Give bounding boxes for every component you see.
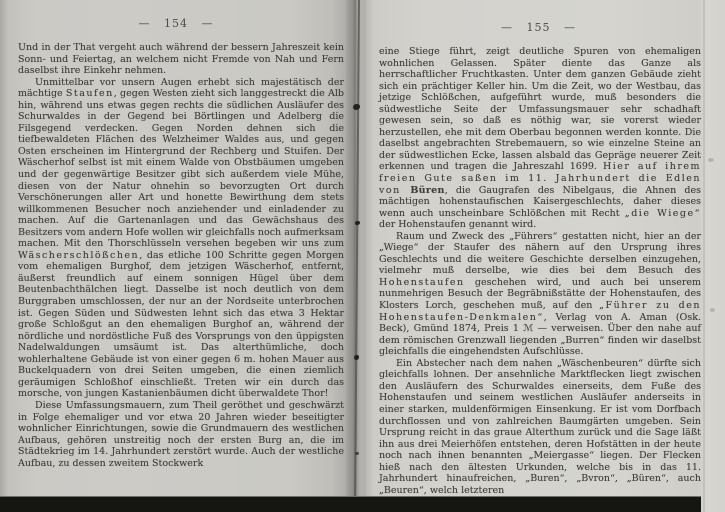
paragraph <box>379 46 701 231</box>
text-run: Raum und Zweck des „Führers“ gestatten nicht, hier an der „Wiege“ der Staufer des nähern auf den Ursprung ihres Geschlechts und die weitere Geschichte derselben einzugehen, vielmehr muß derselbe, wie dies bei dem Besuch des <box>379 230 701 277</box>
text-run: der Hohenstaufen genannt wird. <box>379 219 537 231</box>
page-154-body-text <box>18 42 344 469</box>
text-run: , Verlag von A. Aman (Osk. Beck), Gmünd 1874, Preis 1 ℳ — verweisen. Über den nahe auf dem römischen Grenzwall liegenden „Burren“ finden wir daselbst gleichfalls die eingehendsten Aufschlüsse. <box>379 311 701 358</box>
text-run: eine Stiege führt, zeigt deutliche Spuren von ehemaligen wohnlichen Gelassen. Später diente das Ganze als herrschaftlicher Fruchtkasten. Unter dem ganzen Gebäude zieht sich ein prächtiger Keller hin. Um die Zeit, wo der Westbau, das jetzige Schlößchen, aufgeführt wurde, muß besonders die südwestliche Seite der Umfassungsmauer sehr schadhaft gewesen sein, so daß es nöthig war, sie vorerst wieder herzustellen, ehe mit dem Oberbau begonnen werden konnte. Die daselbst angebrachten Strebemauern, so wie einzelne Steine an der südwestlichen Ecke, lassen alsbald das Gepräge neuerer Zeit erkennen und tragen die Jahreszahl 1699. <box>379 46 701 173</box>
ink-speck <box>355 221 360 225</box>
ink-speck <box>355 452 359 455</box>
text-run: , das etliche 100 Schritte gegen Morgen vom ehemaligen Burghof, dem jetzigen Wäscherhof, entfernt, äußerst freundlich auf einem sonnigen Hügel über dem Beutenbachthälchen liegt. Dasselbe ist noch deutlich von dem Burggraben umschlossen, der nur an der Nordseite unterbrochen ist. Gegen Süden und Südwesten lehnt sich das etwa 3 Hektar große Schloßgut an den ehemaligen Burghof an, während der nördliche und nordöstliche Fuß des Vorsprungs von den üppigsten Nadelwaldungen umsäumt ist. Das alterthümliche, doch wohlerhaltene Gebäude ist von einer gegen 6 m. hohen Mauer aus Buckelquadern von drei Seiten umgeben, die einen ziemlich geräumigen Schloßhof einschließt. Treten wir ein durch das morsche, von jungen Kastanienbäumen dicht überwaldete Thor! <box>18 249 344 400</box>
page-edge-line <box>703 0 705 512</box>
paragraph <box>18 400 344 469</box>
ink-speck <box>354 355 359 360</box>
emphasized-text-run: Hier auf ihrem freien Gute saßen im 11. Jahrhundert die Edlen von <box>379 161 702 196</box>
gutter-crease-line <box>354 0 360 512</box>
paragraph <box>379 231 701 358</box>
emphasized-text-run: Wäscherschlößchen <box>18 249 140 261</box>
text-run: Ein Abstecher nach dem nahen „Wäschenbeuren“ dürfte sich gleichfalls lohnen. Der ansehnliche Marktflecken liegt zwischen den Ausläufern des Schurwaldes einerseits, dem Fuße des Hohenstaufen und seinem westlichen Ausläufer anderseits in einer starken, muldenförmigen Einsenkung. Er ist vom Dorfbach durchflossen und von zahlreichen Baumgärten umgeben. Sein Ursprung reicht in das graue Alterthum zurück und die Sage läßt ihn aus drei Meierhöfen entstehen, deren Hofstätten in der heute noch nach ihnen benannten „Meiergasse“ liegen. Der Flecken hieß nach den ältesten Urkunden, welche bis in das 11. Jahrhundert hinaufreichen, „Buren“, „Bvron“, „Büren“, auch „Beuren“, welch letzteren <box>379 357 701 496</box>
paragraph <box>18 42 344 77</box>
text-run: Unmittelbar vor unsern Augen erhebt sich majestätisch der mächtige <box>18 76 344 100</box>
text-run: geschehen wird, und auch bei unserem nunmehrigen Besuch der Begräbnißstätte der Hohenstaufen, des Klosters Lorch, geschehen muß, auf den <box>379 276 701 312</box>
emphasized-text-run: Hohenstaufen <box>379 276 465 288</box>
page-155-number-header: — 155 — <box>501 21 576 34</box>
text-run: , gegen Westen zieht sich langgestreckt die Alb hin, während uns etwas gegen rechts die südlichen Ausläufer des Schurwaldes in der Gegend bei Börtlingen und Adelberg die Filsgegend verdecken. Gegen Norden dehnen sich die tiefbewaldeten Flächen des Welzheimer Waldes aus, und gegen Osten erscheinen im Hintergrund der Rechberg und Stuifen. Der Wäscherhof selbst ist mit einem Walde von Obstbäumen umgeben und der gegenwärtige Besitzer gibt sich außerdem viele Mühe, diesen von der Natur ohnehin so bevorzugten Ort durch Verschönerungen aller Art und honette Bewirthung dem stets willkommenen Besucher noch anziehender und einladender zu machen. Auf die Gartenanlagen und das Gewächshaus des Besitzers vom andern Hofe wollen wir gleichfalls noch aufmerksam machen. Mit den Thorschlüsseln versehen begeben wir uns zum <box>18 88 344 250</box>
text-run: Und in der That vergeht auch während der bessern Jahreszeit kein Sonn- und Feiertag, an welchem nicht Fremde von Nah und Fern daselbst ihre Einkehr nehmen. <box>18 42 344 77</box>
page-155 <box>362 0 725 512</box>
emphasized-text-run: Büren <box>410 184 445 196</box>
text-run: , die Gaugrafen des Nibelgaus, die Ahnen des mächtigen hohenstaufischen Kaisergeschlechts, daher dieses wenn auch unscheinbare Schlößchen mit Recht <box>379 184 701 219</box>
page-154 <box>0 0 352 512</box>
page-155-body-text <box>379 46 701 496</box>
paragraph <box>18 77 344 400</box>
scanner-bed-edge <box>0 496 701 512</box>
emphasized-text-run: „die Wiege“ <box>624 207 701 219</box>
emphasized-text-run: „Führer zu den Hohenstaufen-Denkmalen“ <box>379 300 701 323</box>
text-run: Diese Umfassungsmauern, zum Theil geröthet und geschwärzt in Folge ehemaliger und vor etwa 20 Jahren wieder beseitigter wohnlicher Einrichtungen, sowie die Grundmauern des westlichen Aufbaus, gehören unstreitig noch der ersten Burg an, die im Städtekrieg im 14. Jahrhundert zerstört wurde. Auch der westliche Aufbau, zu dessen zweitem Stockwerk <box>18 399 344 469</box>
emphasized-text-run: Staufen <box>65 88 114 100</box>
paragraph <box>379 358 701 497</box>
paper-smudge <box>708 158 714 162</box>
book-gutter-shadow <box>346 0 366 512</box>
page-154-number-header: — 154 — <box>138 17 214 30</box>
paper-smudge <box>710 308 715 312</box>
